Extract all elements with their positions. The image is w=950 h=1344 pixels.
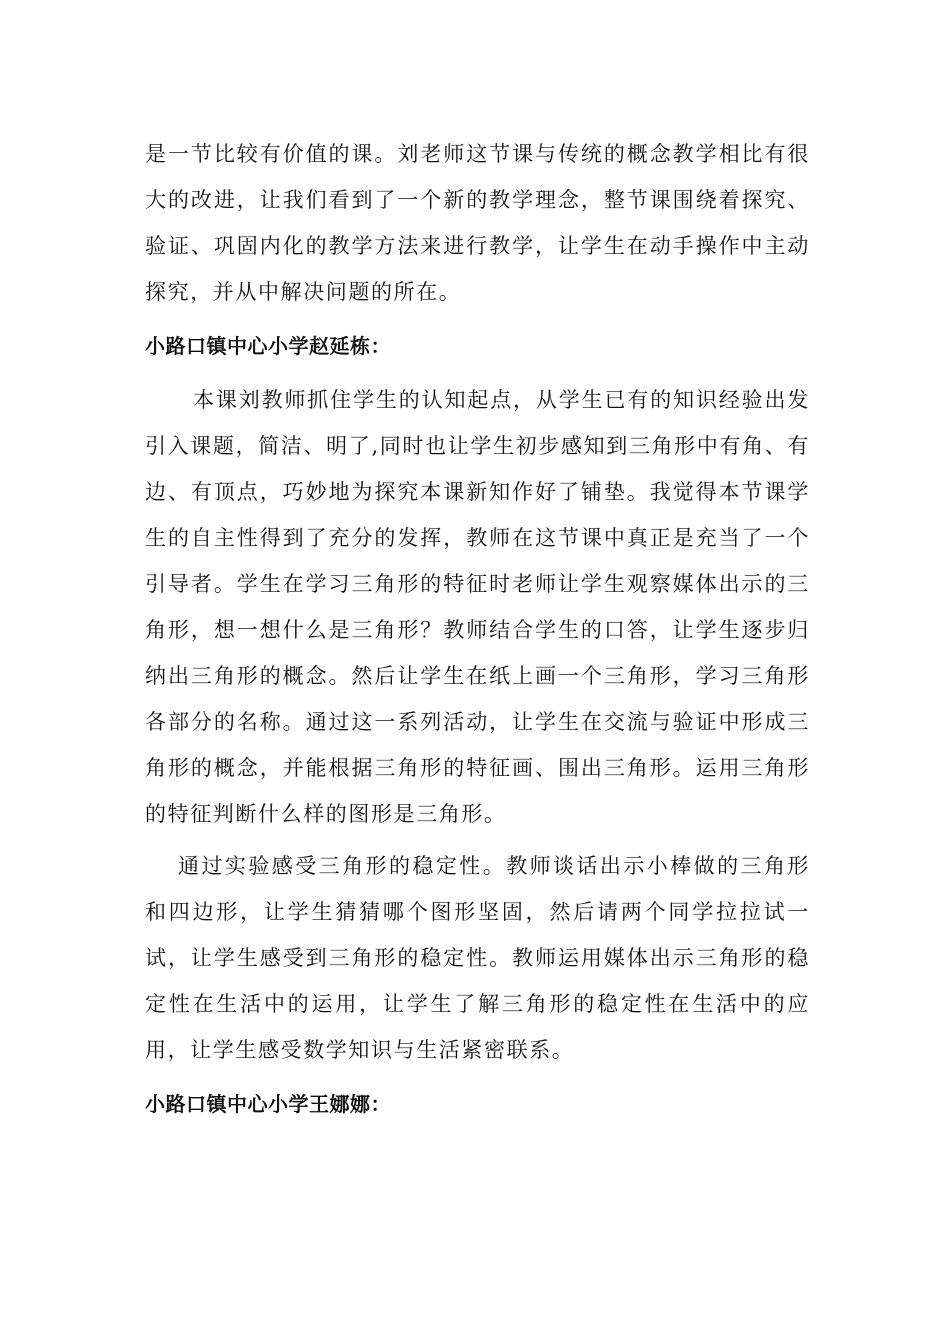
intro-paragraph: 是一节比较有价值的课。刘老师这节课与传统的概念教学相比有很大的改进，让我们看到了一个新的教学理念，整节课围绕着探究、验证、巩固内化的教学方法来进行教学，让学生在动手操作中主动探究，并从中解决问题的所在。 [145, 142, 810, 304]
section-heading-zhao: 小路口镇中心小学赵延栋： [145, 334, 391, 358]
document-body [145, 131, 810, 1135]
section-heading-wang: 小路口镇中心小学王娜娜： [145, 1092, 391, 1116]
paragraph-zhao-2: 通过实验感受三角形的稳定性。教师谈话出示小棒做的三角形和四边形，让学生猜猜哪个图形坚固，然后请两个同学拉拉试一试，让学生感受到三角形的稳定性。教师运用媒体出示三角形的稳定性在生活中的运用，让学生了解三角形的稳定性在生活中的应用，让学生感受数学知识与生活紧密联系。 [145, 854, 810, 1062]
paragraph-zhao-1: 本课刘教师抓住学生的认知起点，从学生已有的知识经验出发引入课题，简洁、明了,同时也让学生初步感知到三角形中有角、有边、有顶点，巧妙地为探究本课新知作好了铺垫。我觉得本节课学生的自主性得到了充分的发挥，教师在这节课中真正是充当了一个引导者。学生在学习三角形的特征时老师让学生观察媒体出示的三角形，想一想什么是三角形？教师结合学生的口答，让学生逐步归纳出三角形的概念。然后让学生在纸上画一个三角形，学习三角形各部分的名称。通过这一系列活动，让学生在交流与验证中形成三角形的概念，并能根据三角形的特征画、围出三角形。运用三角形的特征判断什么样的图形是三角形。 [145, 388, 810, 826]
